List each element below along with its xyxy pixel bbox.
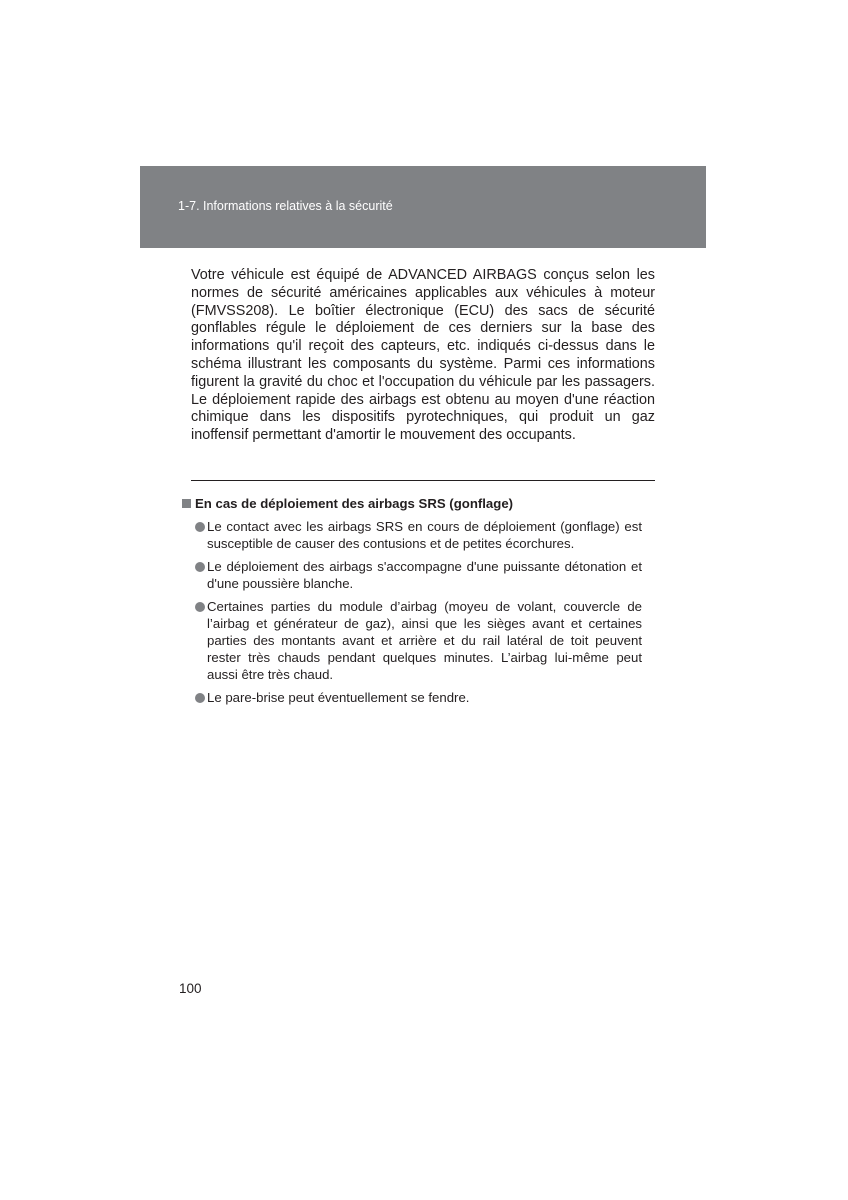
deployment-section bbox=[182, 495, 642, 712]
section-heading bbox=[182, 495, 642, 512]
bullet-dot-icon bbox=[195, 693, 205, 703]
list-item bbox=[182, 598, 642, 683]
divider-line bbox=[191, 480, 655, 481]
intro-paragraph: Votre véhicule est équipé de ADVANCED AIRBAGS conçus selon les normes de sécurité américaines applicables aux véhicules à moteur (FMVSS208). Le boîtier électronique (ECU) des sacs de sécurité gonflables régule le déploiement de ces derniers sur la base des informations qu'il reçoit des capteurs, etc. indiqués ci-dessus dans le schéma illustrant les composants du système. Parmi ces informations figurent la gravité du choc et l'occupation du véhicule par les passagers. Le déploiement rapide des airbags est obtenu au moyen d'une réaction chimique dans les dispositifs pyrotechniques, qui produit un gaz inoffensif permettant d'amortir le mouvement des occupants. bbox=[191, 267, 655, 444]
list-item bbox=[182, 558, 642, 592]
list-item bbox=[182, 518, 642, 552]
bullet-list bbox=[182, 518, 642, 706]
list-item-text: Le contact avec les airbags SRS en cours de déploiement (gonflage) est susceptible de causer des contusions et de petites écorchures. bbox=[207, 519, 642, 551]
section-title: 1-7. Informations relatives à la sécurité bbox=[178, 199, 393, 213]
bullet-dot-icon bbox=[195, 562, 205, 572]
bullet-dot-icon bbox=[195, 522, 205, 532]
list-item-text: Le pare-brise peut éventuellement se fendre. bbox=[207, 690, 470, 705]
list-item bbox=[182, 689, 642, 706]
section-heading-text: En cas de déploiement des airbags SRS (gonflage) bbox=[195, 496, 514, 511]
list-item-text: Le déploiement des airbags s'accompagne d'une puissante détonation et d'une poussière blanche. bbox=[207, 559, 642, 591]
bullet-dot-icon bbox=[195, 602, 205, 612]
square-bullet-icon bbox=[182, 499, 191, 508]
list-item-text: Certaines parties du module d’airbag (moyeu de volant, couvercle de l’airbag et générateur de gaz), ainsi que les sièges avant et certaines parties des montants avant et arrière et du rail latéral de toit peuvent rester très chauds pendant quelques minutes. L’airbag lui-même peut aussi être très chaud. bbox=[207, 599, 642, 682]
section-header-band bbox=[140, 166, 706, 248]
page-number: 100 bbox=[179, 981, 202, 996]
